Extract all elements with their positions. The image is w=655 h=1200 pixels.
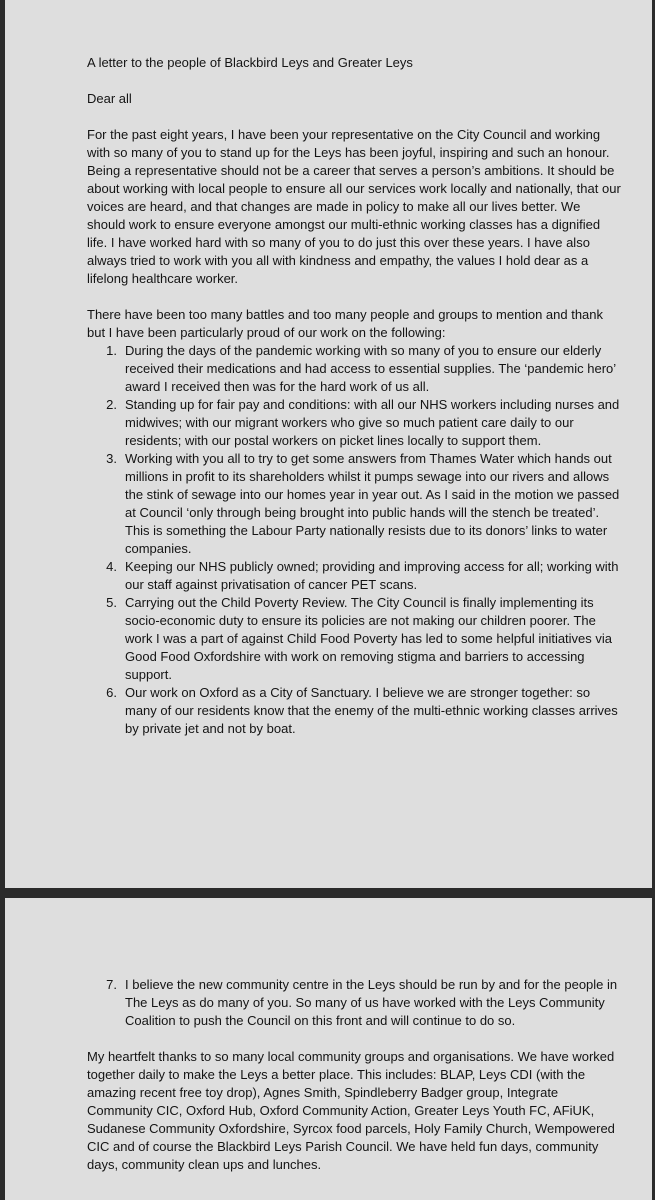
list-item-number: 6. [106, 685, 117, 700]
list-item-number: 5. [106, 595, 117, 610]
list-item [87, 976, 622, 1030]
list-item [87, 396, 622, 450]
document-page-2 [5, 898, 652, 1200]
list-item-text: During the days of the pandemic working with so many of you to ensure our elderly received their medications and had access to essential supplies. The ‘pandemic hero’ award I received then was for the hard work of us all. [125, 343, 616, 394]
list-item [87, 558, 622, 594]
list-item-number: 7. [106, 977, 117, 992]
list-item-text: I believe the new community centre in the Leys should be run by and for the people in The Leys as do many of you. So many of us have worked with the Leys Community Coalition to push the Council on this front and will continue to do so. [125, 977, 618, 1028]
achievements-list-continued [87, 976, 622, 1030]
list-item-number: 4. [106, 559, 117, 574]
list-item [87, 342, 622, 396]
list-item [87, 684, 622, 738]
letter-salutation: Dear all [87, 91, 132, 106]
list-item-number: 1. [106, 343, 117, 358]
list-item-text: Keeping our NHS publicly owned; providing and improving access for all; working with our staff against privatisation of cancer PET scans. [125, 559, 619, 592]
intro-paragraph: For the past eight years, I have been your representative on the City Council and working with so many of you to stand up for the Leys has been joyful, inspiring and such an honour. Being a representative should not be a career that serves a person’s ambitions. It should be about working with local people to ensure all our services work locally and nationally, that our voices are heard, and that changes are made in policy to make all our lives better. We should work to ensure everyone amongst our multi-ethnic working classes has a dignified life. I have worked hard with so many of you to do just this over these years. I have also always tried to work with you all with kindness and empathy, the values I hold dear as a lifelong healthcare worker. [87, 127, 621, 286]
letter-heading: A letter to the people of Blackbird Leys and Greater Leys [87, 55, 413, 70]
document-page-1 [5, 0, 652, 888]
list-item-text: Standing up for fair pay and conditions: with all our NHS workers including nurses and midwives; with our migrant workers who give so much patient care daily to our residents; with our postal workers on picket lines locally to support them. [125, 397, 620, 448]
list-item-text: Working with you all to try to get some answers from Thames Water which hands out millions in profit to its shareholders whilst it pumps sewage into our rivers and allows the stink of sewage into our homes year in year out. As I said in the motion we passed at Council ‘only through being brought into public hands will the stench be treated’. This is something the Labour Party nationally resists due to its donors’ links to water companies. [125, 451, 620, 556]
list-item-number: 2. [106, 397, 117, 412]
achievements-list [87, 342, 622, 738]
list-item-number: 3. [106, 451, 117, 466]
list-item-text: Carrying out the Child Poverty Review. The City Council is finally implementing its socio-economic duty to ensure its policies are not making our children poorer. The work I was a part of against Child Food Poverty has led to some helpful initiatives via Good Food Oxfordshire with work on removing stigma and barriers to accessing support. [125, 595, 613, 682]
thanks-paragraph: My heartfelt thanks to so many local community groups and organisations. We have worked together daily to make the Leys a better place. This includes: BLAP, Leys CDI (with the amazing recent free toy drop), Agnes Smith, Spindleberry Badger group, Integrate Community CIC, Oxford Hub, Oxford Community Action, Greater Leys Youth FC, AFiUK, Sudanese Community Oxfordshire, Syrcox food parcels, Holy Family Church, Wempowered CIC and of course the Blackbird Leys Parish Council. We have held fun days, community days, community clean ups and lunches. [87, 1049, 615, 1172]
list-item [87, 594, 622, 684]
list-item-text: Our work on Oxford as a City of Sanctuary. I believe we are stronger together: so many of our residents know that the enemy of the multi-ethnic working classes arrives by private jet and not by boat. [125, 685, 618, 736]
list-intro-paragraph: There have been too many battles and too many people and groups to mention and thank but I have been particularly proud of our work on the following: [87, 307, 604, 340]
list-item [87, 450, 622, 558]
